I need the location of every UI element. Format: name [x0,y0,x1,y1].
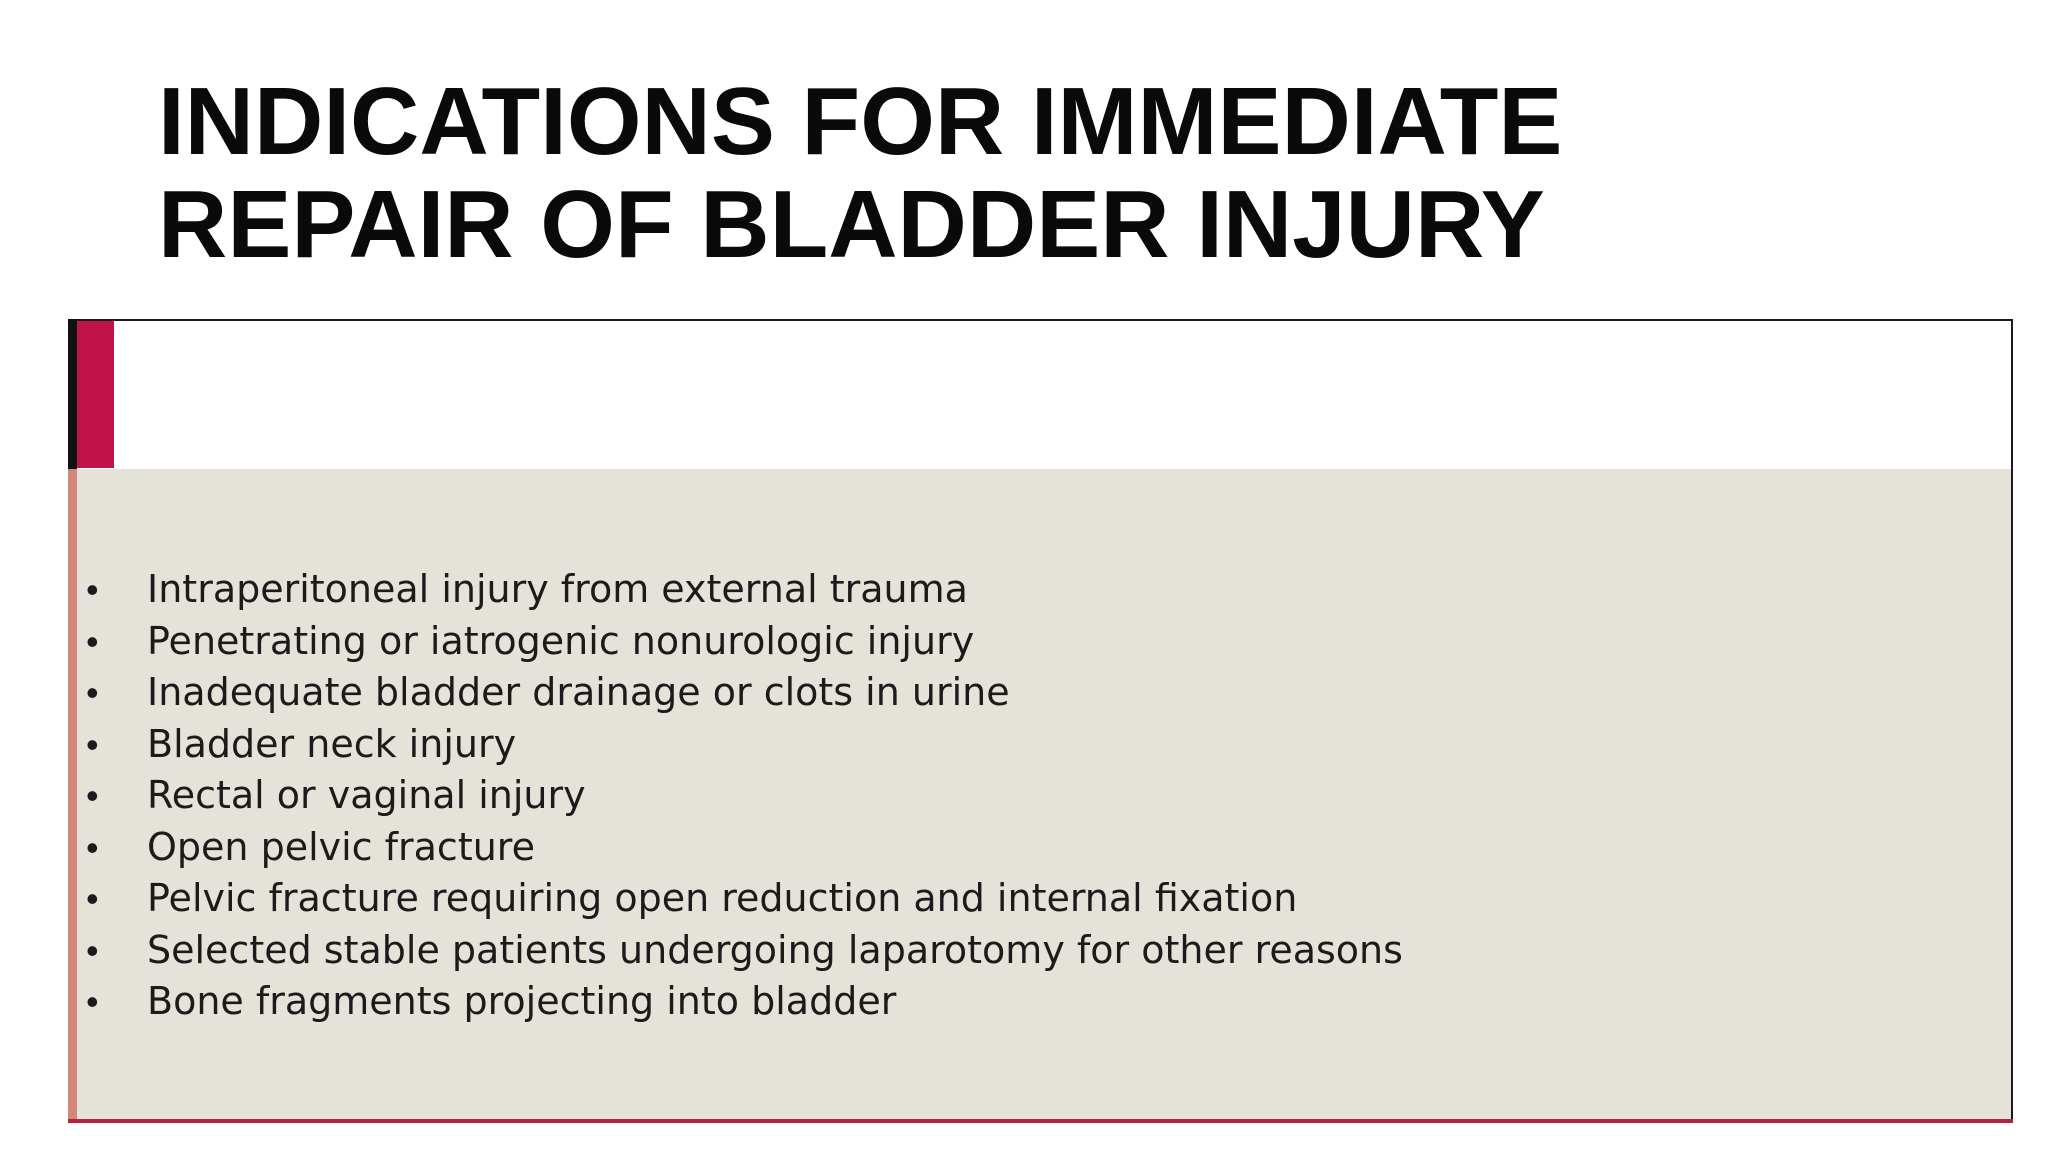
list-item-text: Open pelvic fracture [147,824,535,869]
bullet-icon: • [86,826,99,868]
list-item-text: Inadequate bladder drainage or clots in urine [147,670,1010,714]
list-item [86,770,1403,822]
list-item-text: Bladder neck injury [147,721,517,766]
body-bottom-bar [68,1119,2013,1123]
bullet-icon: • [86,878,99,919]
header-left-border [68,319,77,469]
bullet-icon: • [86,981,99,1022]
list-item-text: Pelvic fracture requiring open reduction and internal fixation [147,876,1298,920]
list-item [86,873,1403,925]
slide-title [158,70,1562,276]
bullet-icon: • [86,775,99,816]
bullet-icon: • [86,569,99,610]
list-item-text: Intraperitoneal injury from external trauma [147,567,968,611]
list-item [86,667,1403,719]
list-item [86,822,1403,874]
list-item [86,564,1403,616]
bullet-list [86,564,1403,1028]
slide-title-line-1: INDICATIONS FOR IMMEDIATE [158,68,1563,175]
list-item-text: Rectal or vaginal injury [147,773,586,817]
list-item-text: Penetrating or iatrogenic nonurologic injury [147,618,975,663]
body-left-bar [68,469,77,1121]
header-accent-bar [77,321,114,468]
list-item [86,719,1403,771]
content-header-box [68,319,2013,471]
list-item-text: Selected stable patients undergoing laparotomy for other reasons [147,927,1403,972]
list-item [86,925,1403,977]
list-item [86,976,1403,1028]
bullet-icon: • [86,620,99,662]
list-item-text: Bone fragments projecting into bladder [147,979,897,1023]
bullet-icon: • [86,672,99,713]
bullet-icon: • [86,929,99,971]
list-item [86,616,1403,668]
slide-title-line-2: REPAIR OF BLADDER INJURY [158,171,1545,278]
bullet-icon: • [86,723,99,765]
